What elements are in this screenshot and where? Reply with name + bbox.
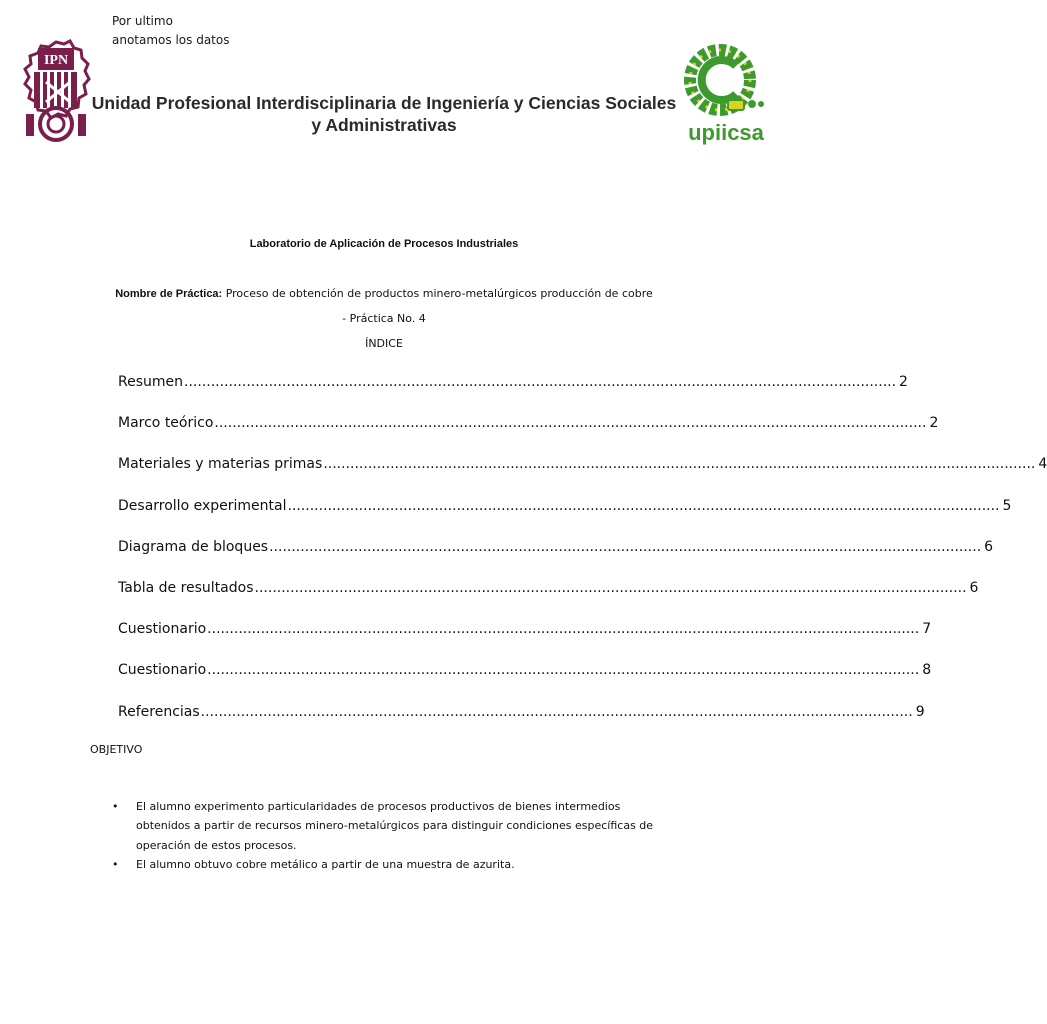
toc-leader: ................................................................................................................................................................ [269,538,982,555]
upiicsa-logo-text: upiicsa [688,120,764,145]
upiicsa-logo [684,42,768,150]
toc-page: 2 [899,374,908,390]
toc-label: Resumen [118,374,184,390]
objective-text: El alumno experimento particularidades de procesos productivos de bienes intermedios obtenidos a partir de recursos minero-metalúrgicos para distinguir condiciones específicas de operación de estos procesos. [136,800,654,852]
index-title: ÍNDICE [365,337,403,350]
toc-leader: ................................................................................................................................................................ [214,415,927,432]
toc-label: Referencias [118,703,200,720]
toc-label: Desarrollo experimental [118,497,287,514]
objective-item [112,797,672,855]
toc-leader: ................................................................................................................................................................ [207,662,920,679]
toc-item-desarrollo [118,496,1012,537]
toc-page: 6 [969,579,979,596]
toc-label: Tabla de resultados [118,579,254,596]
ipn-logo-text: IPN [43,53,69,68]
toc-item-tabla [118,578,979,619]
toc-page: 7 [922,621,932,638]
toc-item-cuestionario-2 [118,660,932,701]
toc-label: Cuestionario [118,662,207,679]
toc-page: 6 [984,538,994,555]
objective-list [112,797,672,874]
toc-page: 4 [1038,456,1047,473]
note-line-2: anotamos los datos [112,33,230,47]
toc-page: 5 [1002,497,1012,514]
toc-label: Cuestionario [118,621,207,638]
toc-leader: ................................................................................................................................................................ [323,456,1036,473]
toc-leader: ................................................................................................................................................................ [184,374,897,390]
toc-item-diagrama [118,537,994,578]
ipn-logo [20,38,92,144]
toc-label: Marco teórico [118,415,214,432]
practice-name-label: Nombre de Práctica: [115,288,223,300]
bullet-icon: • [112,800,119,813]
handwritten-note [112,12,229,50]
objective-item [112,855,672,874]
toc-item-cuestionario-1 [118,619,932,660]
toc-leader: ................................................................................................................................................................ [287,497,1000,514]
toc-item-materiales [118,454,1047,495]
institution-title: Unidad Profesional Interdisciplinaria de Ingeniería y Ciencias Sociales y Administrativas [91,93,677,135]
bullet-icon: • [112,857,119,871]
toc-label: Diagrama de bloques [118,538,269,555]
toc-item-marco-teorico [118,413,939,454]
toc-leader: ................................................................................................................................................................ [200,703,913,720]
toc-page: 9 [915,703,925,720]
lab-title: Laboratorio de Aplicación de Procesos Industriales [249,238,519,250]
toc-page: 2 [929,415,939,432]
table-of-contents [118,372,1047,743]
toc-page: 8 [922,662,932,679]
toc-item-resumen [118,372,908,413]
toc-leader: ................................................................................................................................................................ [207,621,920,638]
note-line-1: Por ultimo [112,14,173,28]
toc-leader: ................................................................................................................................................................ [254,579,967,596]
objective-title: OBJETIVO [90,743,143,756]
practice-name [0,287,768,301]
practice-name-value: Proceso de obtención de productos minero-metalúrgicos producción de cobre [222,287,653,300]
toc-label: Materiales y materias primas [118,456,323,473]
toc-item-referencias [118,702,925,743]
practice-number: - Práctica No. 4 [342,312,426,325]
objective-text: El alumno obtuvo cobre metálico a partir de una muestra de azurita. [136,857,515,871]
